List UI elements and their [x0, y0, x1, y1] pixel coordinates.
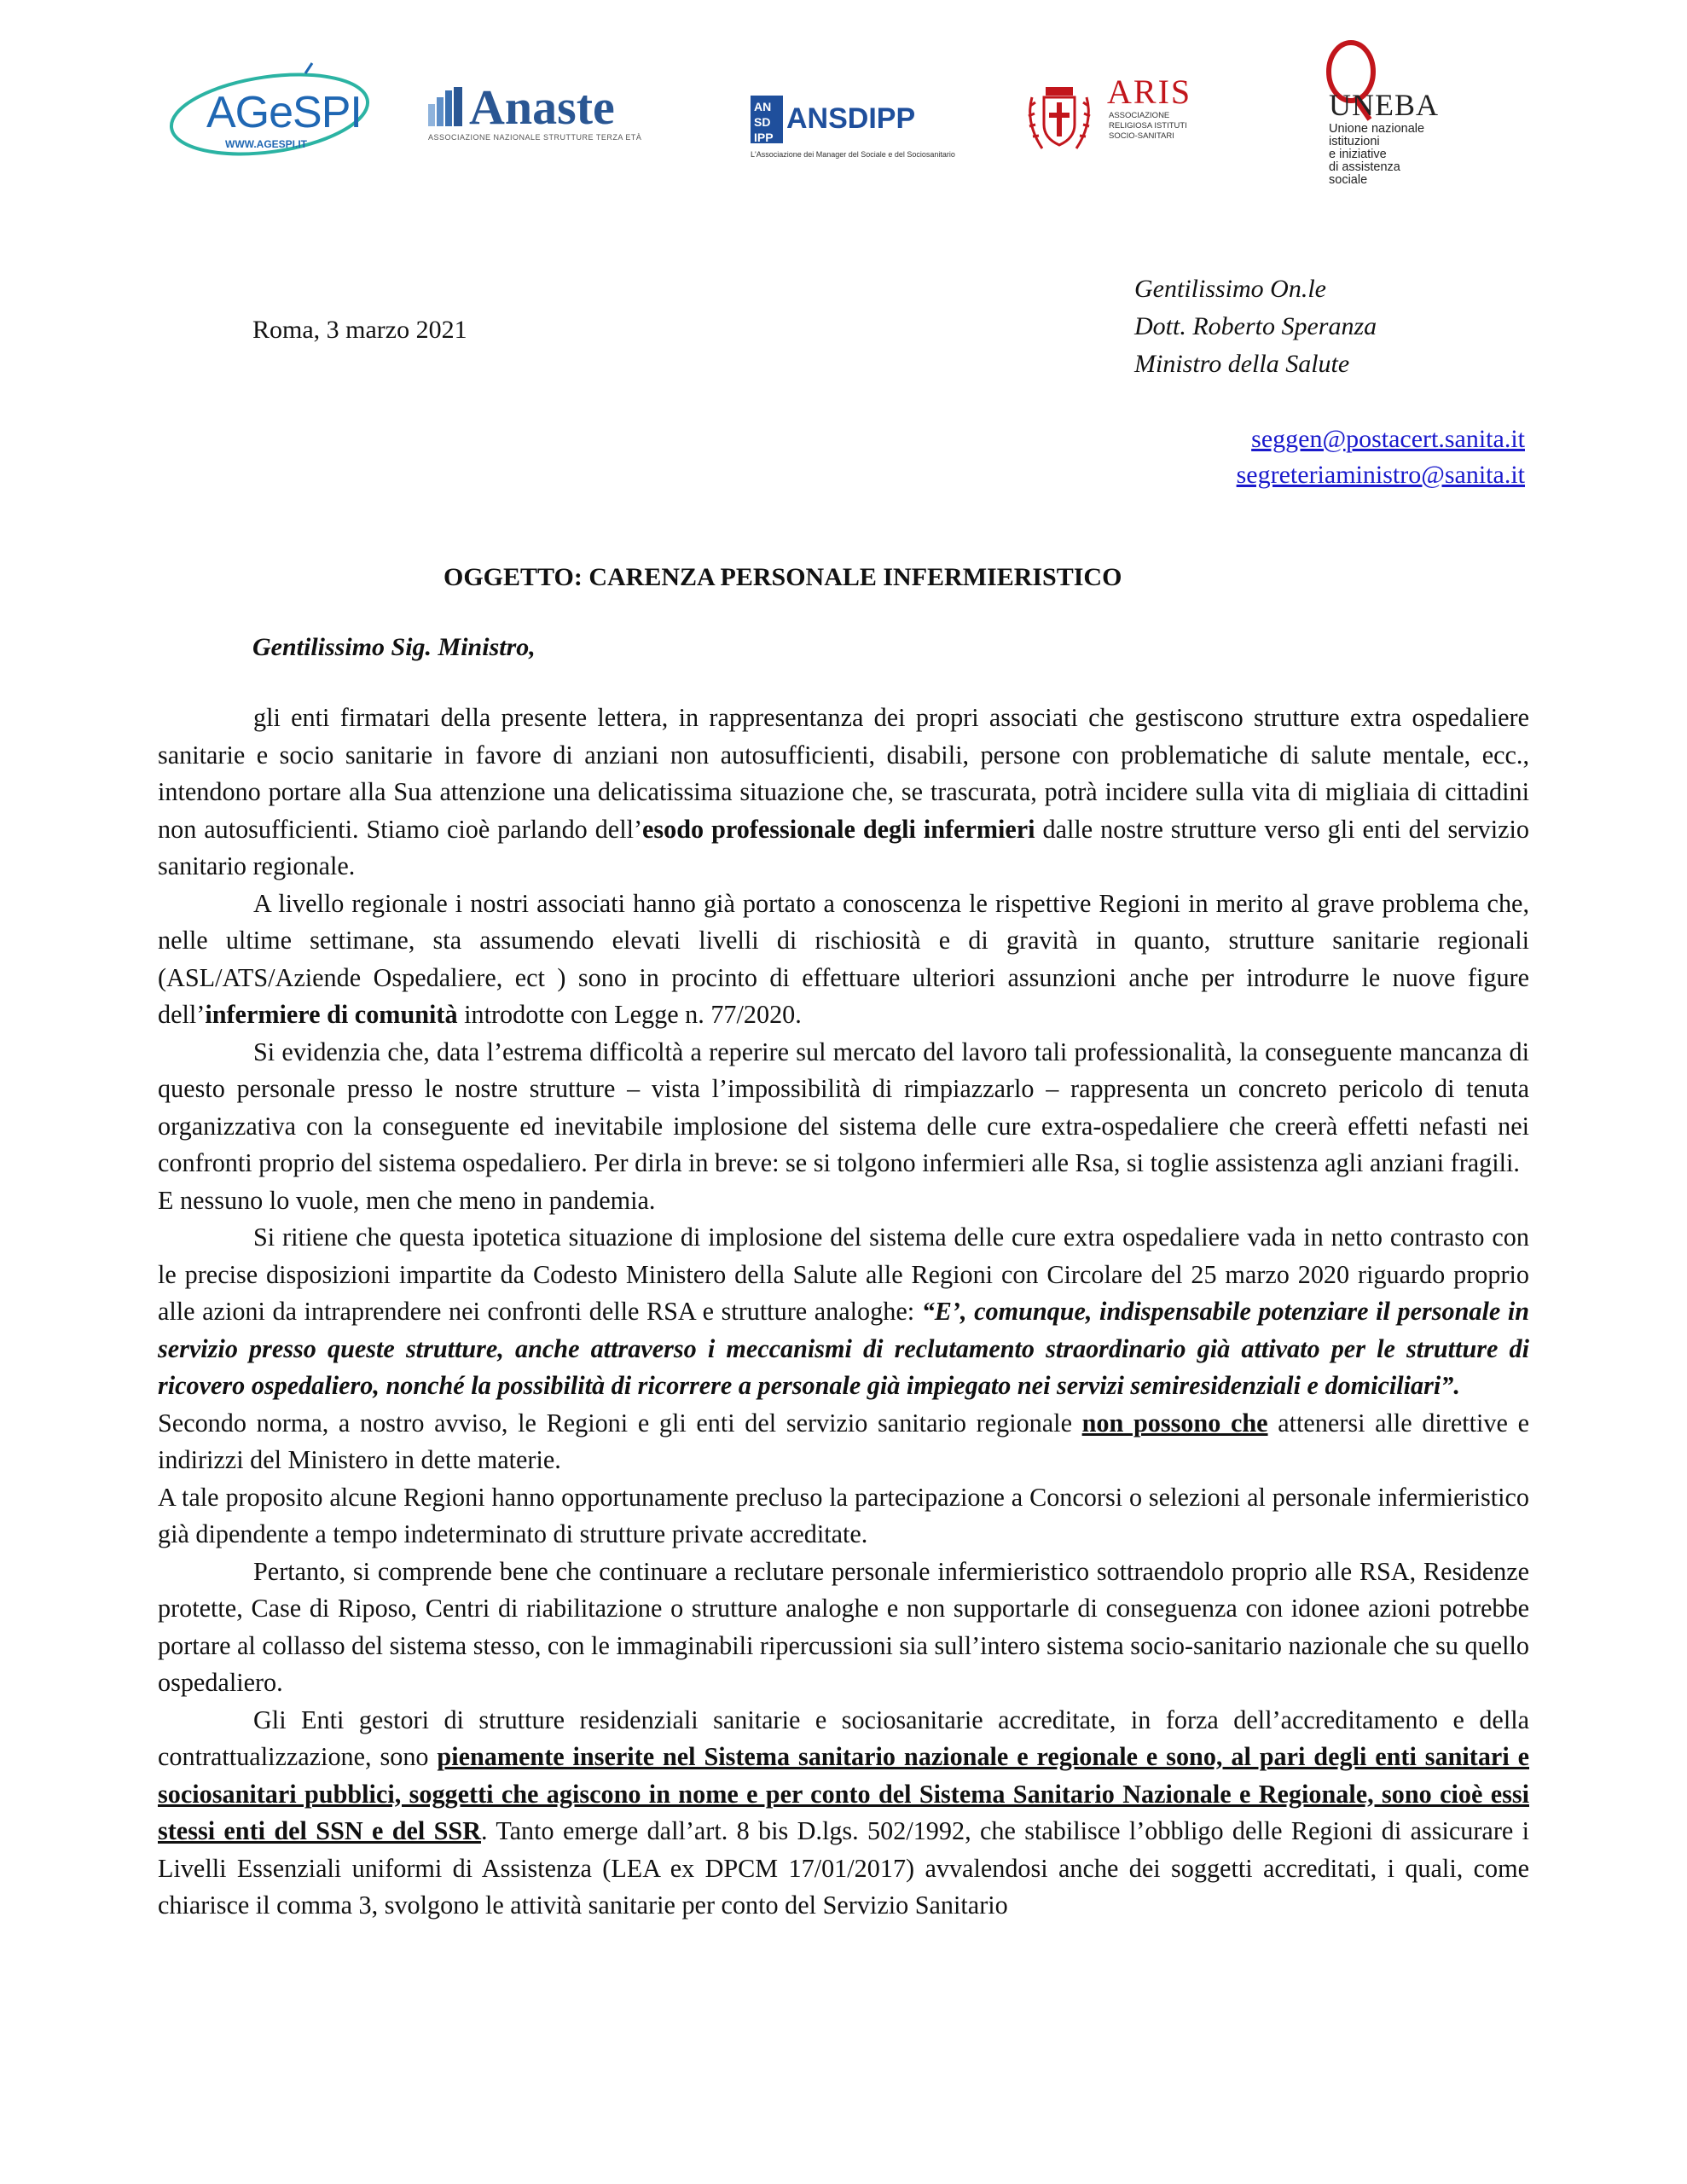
email-link-seggen[interactable]: seggen@postacert.sanita.it [1251, 425, 1525, 453]
email-link-segreteria[interactable]: segreteriaministro@sanita.it [1236, 461, 1525, 489]
paragraph [158, 1219, 1529, 1405]
agespi-name: AGeSPI [206, 88, 362, 137]
letter-body [158, 700, 1529, 1925]
aris-subtitle: ASSOCIAZIONE RELIGIOSA ISTITUTI SOCIO-SANITARI [1109, 111, 1187, 141]
paragraph-text: . Tanto emerge dall’art. 8 bis D.lgs. 502/1992, che stabilisce l’obbligo delle Regioni di assicurare i Livelli Essenziali uniformi di Assistenza (LEA ex DPCM 17/01/2017) avvalendosi anche dei soggetti accreditati, i quali, come chiarisce il comma 3, svolgono le attività sanitarie per conto del Servizio Sanitario [158, 1816, 1529, 1920]
paragraph [158, 700, 1529, 886]
anaste-logo [428, 79, 658, 152]
paragraph [158, 886, 1529, 1034]
quote-text: “E’, comunque, indispensabile potenziare il personale in servizio presso queste strutture, anche attraverso i meccanismi di reclutamento straordinario già attivato per le strutture di ricovero ospedaliero, nonché la possibilità di ricorrere a personale già impiegato nei servizi semiresidenziali e domiciliari”. [158, 1297, 1529, 1400]
anaste-subtitle: ASSOCIAZIONE NAZIONALE STRUTTURE TERZA ETÀ [428, 133, 642, 142]
paragraph [158, 1405, 1529, 1479]
uneba-subtitle-line: sociale [1329, 173, 1368, 187]
salutation: Gentilissimo Sig. Ministro, [252, 633, 536, 661]
recipient-line: Gentilissimo On.le [1134, 275, 1326, 303]
anaste-name: Anaste [469, 79, 615, 135]
subject-line: OGGETTO: CARENZA PERSONALE INFERMIERISTICO [443, 563, 1122, 591]
uneba-subtitle-line: istituzioni [1329, 135, 1380, 148]
ansdipp-logo [751, 96, 955, 164]
paragraph: A tale proposito alcune Regioni hanno opportunamente precluso la partecipazione a Concorsi o selezioni al personale infermieristico già dipendente a tempo indeterminato di strutture private accreditate. [158, 1482, 1529, 1548]
aris-emblem-icon [1017, 72, 1102, 166]
paragraph-text: dalle nostre strutture verso gli enti del servizio sanitario regionale. [158, 814, 1529, 880]
aris-logo [1017, 72, 1238, 166]
svg-text:IPP: IPP [754, 131, 774, 143]
paragraph-text: Secondo norma, a nostro avviso, le Regioni e gli enti del servizio sanitario regionale [158, 1408, 1082, 1438]
emphasis-text: pienamente inserite nel Sistema sanitario nazionale e regionale e sono, al pari degli enti sanitari e sociosanitari pubblici, soggetti che agiscono in nome e per conto del Sistema Sanitario Nazionale e Regionale, sono cioè essi stessi enti del SSN e del SSR [158, 1742, 1530, 1845]
recipient-line: Ministro della Salute [1134, 350, 1350, 378]
paragraph-text: A livello regionale i nostri associati hanno già portato a conoscenza le rispettive Regioni in merito al grave problema che, nelle ultime settimane, sta assumendo elevati livelli di rischiosità e di gravità in quanto, strutture sanitarie regionali (ASL/ATS/Aziende Ospedaliere, ect ) sono in procinto di effettuare ulteriori assunzioni anche per introdurre le nuove figure dell’ [158, 888, 1529, 1029]
ansdipp-name: ANSDIPP [786, 102, 916, 135]
uneba-subtitle-line: di assistenza [1329, 160, 1400, 174]
svg-text:AN: AN [754, 100, 772, 113]
paragraph: Si evidenzia che, data l’estrema difficoltà a reperire sul mercato del lavoro tali professionalità, la conseguente mancanza di questo personale presso le nostre strutture – vista l’impossibilità di rimpiazzarlo – rappresenta un concreto pericolo di tenuta organizzativa con la conseguente ed inevitabile implosione del sistema delle cure extra-ospedaliere che creerà effetti nefasti nei confronti proprio del sistema ospedaliero. Per dirla in breve: se si tolgono infermieri alle Rsa, si toglie assistenza agli anziani fragili. [158, 1037, 1529, 1177]
emphasis-text: non possono che [1081, 1408, 1268, 1438]
agespi-logo [169, 56, 382, 159]
uneba-name: UNEBA [1329, 88, 1439, 122]
uneba-subtitle [1329, 123, 1474, 187]
paragraph: Pertanto, si comprende bene che continuare a reclutare personale infermieristico sottraendolo proprio alle RSA, Residenze protette, Case di Riposo, Centri di riabilitazione o strutture analoghe e non supportarle di conseguenza con idonee azioni potrebbe portare al collasso del sistema stesso, con le immaginabili ripercussioni sia sull’intero sistema socio-sanitario nazionale che su quello ospedaliero. [158, 1556, 1529, 1697]
svg-text:SD: SD [754, 115, 771, 129]
paragraph-text: Si ritiene che questa ipotetica situazione di implosione del sistema delle cure extra ospedaliere vada in netto contrasto con le precise disposizioni impartite da Codesto Ministero della Salute alle Regioni con Circolare del 25 marzo 2020 riguardo proprio alle azioni da intraprendere nei confronti delle RSA e strutture analoghe: [158, 1223, 1529, 1326]
paragraph-text: attenersi alle direttive e indirizzi del Ministero in dette materie. [158, 1408, 1529, 1474]
paragraph-text: introdotte con Legge n. 77/2020. [457, 1000, 802, 1029]
recipient-line: Dott. Roberto Speranza [1134, 312, 1377, 340]
ansdipp-subtitle: L'Associazione dei Manager del Sociale e del Sociosanitario [751, 150, 955, 159]
place-date: Roma, 3 marzo 2021 [252, 316, 467, 344]
emphasis-text: esodo professionale degli infermieri [642, 814, 1035, 844]
emphasis-text: infermiere di comunità [205, 1000, 458, 1029]
paragraph [158, 1702, 1529, 1925]
anaste-mark-icon [428, 87, 466, 126]
aris-name: ARIS [1107, 73, 1192, 111]
ansdipp-mark-icon [751, 96, 783, 143]
paragraph: E nessuno lo vuole, men che meno in pandemia. [158, 1185, 656, 1215]
paragraph-text: Gli Enti gestori di strutture residenziali sanitarie e sociosanitarie accreditate, in forza dell’accreditamento e della contrattualizzazione, sono [158, 1705, 1529, 1771]
agespi-url: WWW.AGESPI.IT [225, 138, 307, 150]
uneba-subtitle-line: Unione nazionale [1329, 122, 1425, 136]
paragraph-text: gli enti firmatari della presente lettera, in rappresentanza dei propri associati che gestiscono strutture extra ospedaliere sanitarie e socio sanitarie in favore di anziani non autosufficienti, disabili, persone con problematiche di salute mentale, ecc., intendono portare alla Sua attenzione una delicatissima situazione che, se trascurata, potrà incidere sulla vita di migliaia di cittadini non autosufficienti. Stiamo cioè parlando dell’ [158, 703, 1529, 844]
uneba-logo [1320, 38, 1474, 200]
uneba-subtitle-line: e iniziative [1329, 148, 1387, 161]
